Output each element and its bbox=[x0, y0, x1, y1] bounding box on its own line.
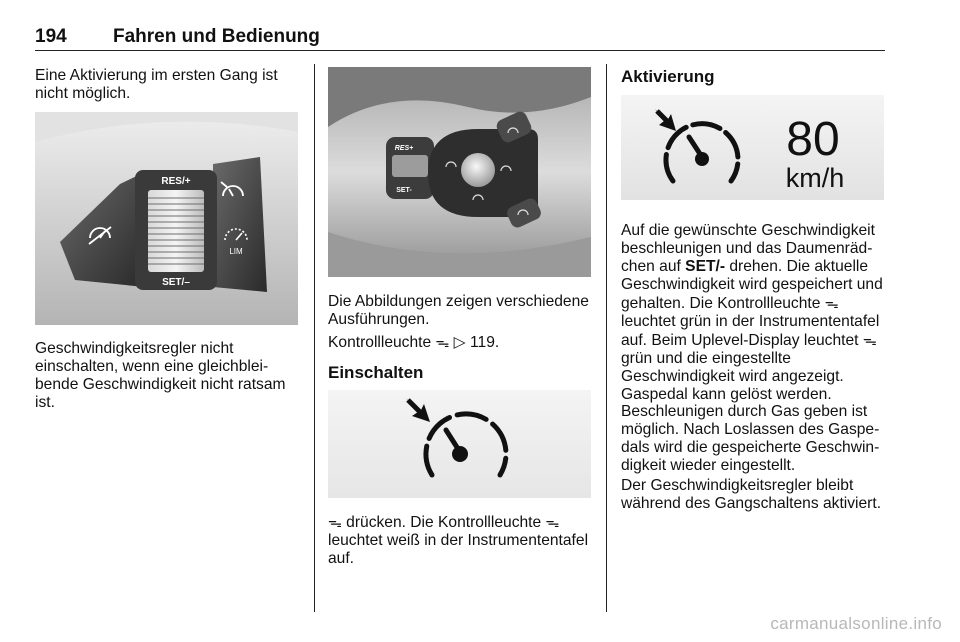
indicator-label: Kontrollleuchte bbox=[328, 334, 432, 351]
intro-text: Eine Aktivierung im ersten Gang ist nicht möglich. bbox=[35, 67, 278, 102]
activation-display-figure bbox=[621, 95, 884, 200]
switch-on-text-part2: leuchtet weiß in der Instrumententafel auf. bbox=[328, 532, 589, 567]
set-label: SET/– bbox=[162, 277, 190, 288]
set-control-label: SET/- bbox=[685, 258, 726, 275]
lim-label: LIM bbox=[229, 247, 243, 256]
steering-controls-figure-2 bbox=[328, 67, 591, 277]
heading-aktivierung: Aktivierung bbox=[621, 67, 715, 86]
cruise-control-indicator-icon: ᯓ bbox=[824, 295, 839, 311]
activation-paragraph-1 bbox=[621, 222, 888, 404]
cruise-icon-figure bbox=[328, 390, 591, 498]
header-rule bbox=[35, 50, 885, 51]
set-minus-label: SET- bbox=[396, 187, 412, 194]
right-button-panel bbox=[213, 157, 267, 292]
warning-note: Geschwindigkeitsregler nicht einschalten, wenn eine gleichbleibende Geschwindigkeit nicht ratsam ist. bbox=[35, 340, 286, 411]
column-divider-1 bbox=[314, 64, 315, 612]
switch-on-text-part1: drücken. Die Kontrollleuchte bbox=[346, 514, 542, 531]
activation-text-b: drehen. Die aktuelle Geschwindigkeit wird gespeichert und gehalten. Die Kontrollleuchte bbox=[621, 258, 883, 312]
cruise-control-indicator-icon: ᯓ bbox=[328, 514, 342, 530]
activation-text-c: leuchtet grün in der Instrumententafel auf. Beim Uplevel-Display leuchtet bbox=[621, 313, 880, 349]
res-label: RES/+ bbox=[161, 176, 191, 187]
steering-controls-figure-1 bbox=[35, 112, 298, 325]
figure-caption: Die Abbildungen zeigen verschiedene Ausführungen. bbox=[328, 293, 589, 328]
res-plus-label: RES+ bbox=[394, 145, 414, 152]
cruise-control-indicator-icon: ᯓ bbox=[545, 514, 560, 530]
activation-paragraph-3: Der Geschwindigkeitsregler bleibt während des Gangschaltens aktiviert. bbox=[621, 477, 882, 512]
indicator-page-ref: 119. bbox=[470, 334, 500, 351]
section-title: Fahren und Bedienung bbox=[113, 26, 320, 47]
thumbwheel bbox=[148, 190, 204, 272]
column-divider-2 bbox=[606, 64, 607, 612]
page-reference-icon: ▷ bbox=[453, 334, 466, 351]
cruise-control-indicator-icon: ᯓ bbox=[435, 334, 450, 350]
activation-paragraph-2: Beschleunigen durch Gas geben ist möglich. Nach Loslassen des Gaspedals wird die gespeicherte Geschwindigkeit wieder eingestellt. bbox=[621, 403, 880, 474]
cruise-control-indicator-icon: ᯓ bbox=[862, 332, 877, 348]
indicator-reference bbox=[328, 333, 593, 352]
watermark: carmanualsonline.info bbox=[770, 614, 942, 633]
activation-text-d: grün und die eingestellte Geschwindigkeit wird angezeigt. Gaspedal kann gelöst werden. bbox=[621, 350, 844, 403]
heading-einschalten: Einschalten bbox=[328, 363, 424, 382]
activation-text-a: Auf die gewünschte Geschwindigkeit beschleunigen und das Daumenrädchen auf bbox=[621, 222, 875, 275]
page-number: 194 bbox=[35, 26, 67, 47]
center-knob bbox=[461, 153, 495, 187]
speed-unit: km/h bbox=[785, 163, 845, 193]
switch-on-text bbox=[328, 513, 593, 568]
speed-value: 80 bbox=[786, 113, 840, 166]
